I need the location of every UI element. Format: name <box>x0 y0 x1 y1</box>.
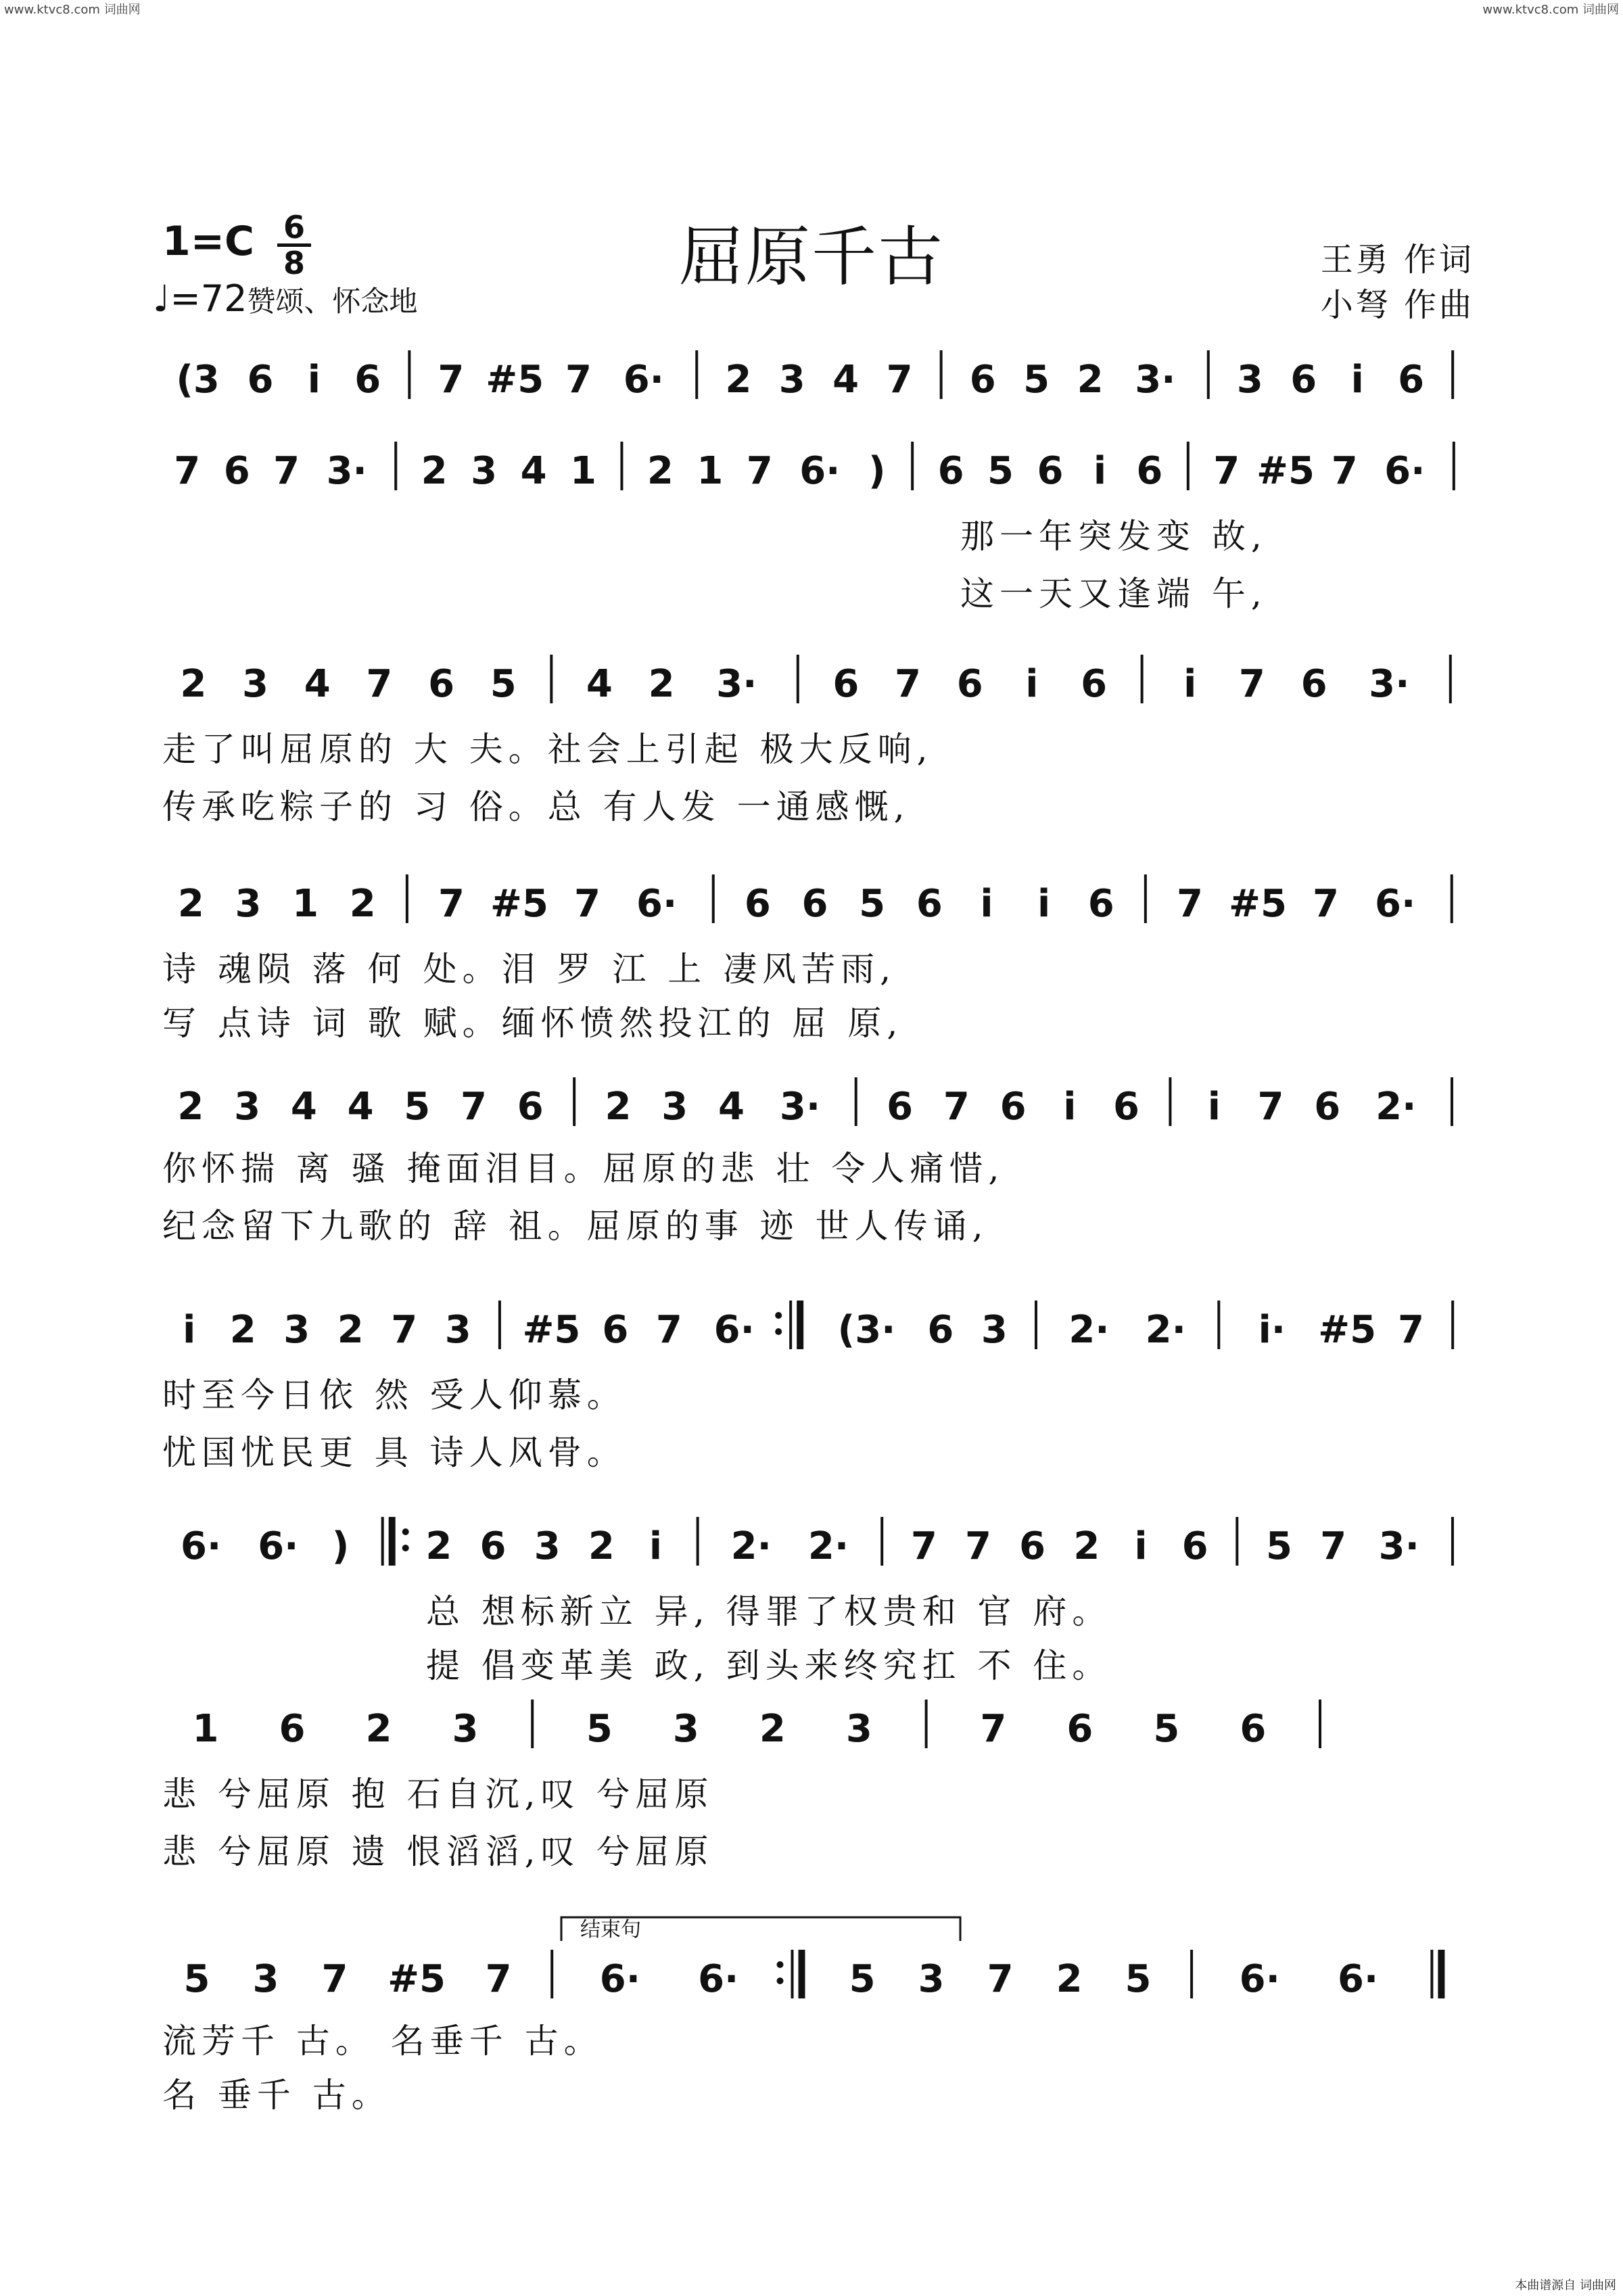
note: 4 <box>832 358 860 402</box>
note: i <box>649 1524 663 1568</box>
note: 5 <box>849 1957 876 2001</box>
note: 3 <box>1236 358 1263 402</box>
note: 1 <box>192 1707 219 1751</box>
note: i <box>307 358 321 402</box>
tempo-value: =72 <box>170 277 248 320</box>
note: 4 <box>304 662 331 706</box>
note: 3 <box>235 882 262 926</box>
note: 6 <box>602 1308 629 1352</box>
note: 2· <box>730 1524 772 1568</box>
note: #5 <box>1256 449 1315 493</box>
note: 3 <box>845 1707 872 1751</box>
time-numerator: 6 <box>283 209 305 245</box>
note: 7 <box>910 1524 937 1568</box>
note: 6 <box>354 358 381 402</box>
note: 2 <box>1073 1524 1100 1568</box>
note: 6· <box>1375 882 1416 926</box>
note: 6· <box>180 1524 222 1568</box>
note: 7 <box>943 1085 970 1129</box>
note: 1 <box>292 882 319 926</box>
repeat-dot <box>777 1977 784 1984</box>
note: 6 <box>247 358 274 402</box>
note: 3 <box>283 1308 310 1352</box>
note: i <box>980 882 993 926</box>
note: 6 <box>428 662 455 706</box>
note: 5 <box>183 1957 210 2001</box>
note: 4 <box>520 449 547 493</box>
note: 3 <box>234 1085 261 1129</box>
note: 5 <box>1153 1707 1180 1751</box>
page-title: 屈原千古 <box>679 219 944 296</box>
note: 7 <box>574 882 601 926</box>
watermark-top-right: www.ktvc8.com 词曲网 <box>1482 3 1619 17</box>
note: 2 <box>337 1308 364 1352</box>
note: i <box>1025 662 1039 706</box>
lyric-line: 走了叫屈原的 大 夫。社会上引起 极大反响, <box>162 730 933 769</box>
score-line <box>181 1517 1453 1685</box>
note: 2 <box>588 1524 615 1568</box>
note: 5 <box>1125 1957 1152 2001</box>
note: 2· <box>807 1524 849 1568</box>
lyric-line: 传承吃粽子的 习 俗。总 有人发 一通感慨, <box>162 787 910 826</box>
expression-marking: 赞颂、怀念地 <box>247 285 418 318</box>
note: #5 <box>522 1308 581 1352</box>
note: 4 <box>586 662 613 706</box>
note: 7 <box>1238 662 1265 706</box>
note: 2 <box>1077 358 1104 402</box>
repeat-dot <box>402 1528 409 1535</box>
lyric-line: 名 垂千 古。 <box>162 2076 391 2115</box>
note: 6 <box>956 662 983 706</box>
note: 7 <box>895 662 922 706</box>
repeat-dot <box>402 1545 409 1551</box>
composer-credit: 小弩 作曲 <box>1320 286 1474 324</box>
note: 2 <box>648 662 675 706</box>
note: 7 <box>485 1957 512 2001</box>
lyric-line: 你怀揣 离 骚 掩面泪目。屈原的悲 壮 令人痛惜, <box>162 1149 1005 1188</box>
ending-label: 结束句 <box>580 1918 641 1942</box>
lyric-line: 时至今日依 然 受人仰慕。 <box>162 1376 626 1415</box>
note: 7 <box>565 358 592 402</box>
score-line <box>162 655 1451 826</box>
note: 6 <box>887 1085 914 1129</box>
note: i <box>183 1308 196 1352</box>
note: 6 <box>916 882 943 926</box>
lyric-line: 悲 兮屈原 抱 石自沉,叹 兮屈原 <box>162 1775 714 1814</box>
lyric-line: 诗 魂陨 落 何 处。泪 罗 江 上 凄风苦雨, <box>162 950 897 989</box>
note: 3· <box>1135 358 1176 402</box>
note: 3 <box>981 1308 1008 1352</box>
note: 2 <box>605 1085 632 1129</box>
note: 6 <box>1136 449 1163 493</box>
lyric-line: 悲 兮屈原 遗 恨滔滔,叹 兮屈原 <box>162 1832 714 1871</box>
note: 7 <box>655 1308 682 1352</box>
note: 7 <box>438 882 465 926</box>
note: 2 <box>349 882 376 926</box>
note: 6 <box>1398 358 1425 402</box>
score-line <box>162 1700 1320 1871</box>
lyricist-credit: 王勇 作词 <box>1320 241 1474 279</box>
note: 7 <box>174 449 201 493</box>
note: 7 <box>366 662 393 706</box>
note: 7 <box>1320 1524 1347 1568</box>
note: 2 <box>421 449 448 493</box>
note: 3 <box>452 1707 479 1751</box>
note: 6 <box>517 1085 544 1129</box>
note: ) <box>868 449 886 493</box>
note: 6 <box>1087 882 1114 926</box>
note: 6· <box>698 1957 739 2001</box>
note: i <box>1063 1085 1077 1129</box>
note: 5 <box>490 662 517 706</box>
note: 2· <box>1145 1308 1186 1352</box>
note: 2 <box>180 662 207 706</box>
note: #5 <box>387 1957 446 2001</box>
time-denominator: 8 <box>283 245 305 281</box>
note: 2 <box>229 1308 256 1352</box>
note: 5 <box>859 882 886 926</box>
score-line <box>162 1917 1441 2115</box>
note: 5 <box>1265 1524 1292 1568</box>
note: 7 <box>273 449 300 493</box>
note: 3 <box>242 662 269 706</box>
lyric-line: 纪念留下九歌的 辞 祖。屈原的事 迹 世人传诵, <box>162 1206 989 1246</box>
note: 6 <box>1081 662 1108 706</box>
note: 6 <box>1314 1085 1341 1129</box>
note: 3· <box>1369 662 1410 706</box>
lyric-line: 那一年突发变 故, <box>960 517 1267 556</box>
note: 6 <box>1037 449 1064 493</box>
note: (3· <box>837 1308 896 1352</box>
note: 6· <box>258 1524 299 1568</box>
note: 6 <box>832 662 860 706</box>
note: 7 <box>987 1957 1014 2001</box>
note: 6 <box>1290 358 1317 402</box>
note: i· <box>1258 1308 1286 1352</box>
note: 6 <box>1181 1524 1208 1568</box>
note: i <box>1037 882 1051 926</box>
note: 2 <box>177 882 204 926</box>
note: 5 <box>987 449 1014 493</box>
lyric-line: 这一天又逢端 午, <box>960 574 1267 613</box>
note: 2 <box>177 1085 204 1129</box>
note: 1 <box>570 449 597 493</box>
note: 3 <box>778 358 805 402</box>
note: 3 <box>918 1957 945 2001</box>
note: #5 <box>1229 882 1287 926</box>
note: 2· <box>1375 1085 1417 1129</box>
note: 6· <box>1239 1957 1280 2001</box>
note: 6 <box>279 1707 306 1751</box>
score-line <box>162 1077 1452 1246</box>
watermark-top-left: www.ktvc8.com 词曲网 <box>4 3 141 17</box>
note: 3 <box>534 1524 561 1568</box>
key-signature: 1=C <box>162 218 255 265</box>
note: 2 <box>425 1524 452 1568</box>
note: 6· <box>623 358 664 402</box>
note: 2 <box>1056 1957 1083 2001</box>
lyric-line: 总 想标新立 异, 得罪了权贵和 官 府。 <box>426 1592 1112 1631</box>
note: 7 <box>965 1524 991 1568</box>
note: 3· <box>716 662 757 706</box>
note: 7 <box>980 1707 1007 1751</box>
note: 6 <box>937 449 964 493</box>
note: 6· <box>636 882 678 926</box>
note: 2 <box>646 449 674 493</box>
note: 2 <box>725 358 752 402</box>
lyric-line: 忧国忧民更 具 诗人风骨。 <box>162 1433 626 1472</box>
note: 3· <box>779 1085 821 1129</box>
note: 7 <box>1331 449 1358 493</box>
note: i <box>1350 358 1364 402</box>
score-line <box>162 874 1452 1043</box>
lyric-line: 提 倡变革美 政, 到头来终究扛 不 住。 <box>426 1646 1112 1685</box>
note: i <box>1093 449 1107 493</box>
note: #5 <box>1318 1308 1377 1352</box>
note: i <box>1207 1085 1221 1129</box>
note: 7 <box>886 358 913 402</box>
note: 6 <box>969 358 996 402</box>
note: 6· <box>599 1957 641 2001</box>
note: 7 <box>1257 1085 1284 1129</box>
watermark-bottom-right: 本曲谱源自 词曲网 <box>1515 2278 1616 2293</box>
note: 2 <box>365 1707 392 1751</box>
note: 6 <box>801 882 828 926</box>
note: #5 <box>486 358 544 402</box>
note: 6 <box>927 1308 954 1352</box>
note: 7 <box>321 1957 348 2001</box>
note: 6 <box>1066 1707 1093 1751</box>
note: 7 <box>1176 882 1203 926</box>
note: 3· <box>326 449 367 493</box>
note: 3 <box>444 1308 471 1352</box>
note: #5 <box>490 882 548 926</box>
note: 3· <box>1378 1524 1419 1568</box>
note: 5 <box>404 1085 431 1129</box>
note: 5 <box>586 1707 613 1751</box>
note: 7 <box>1398 1308 1425 1352</box>
note: 2· <box>1068 1308 1110 1352</box>
note: 3 <box>672 1707 699 1751</box>
lyric-line: 流芳千 古。 名垂千 古。 <box>162 2021 603 2061</box>
note: 7 <box>746 449 773 493</box>
note: 7 <box>461 1085 488 1129</box>
note: 3 <box>252 1957 279 2001</box>
note: 6 <box>1019 1524 1046 1568</box>
repeat-dot <box>775 1328 782 1335</box>
note: 2 <box>759 1707 786 1751</box>
note: 5 <box>1023 358 1050 402</box>
note: 6· <box>799 449 841 493</box>
repeat-dot <box>777 1961 784 1968</box>
note: 4 <box>347 1085 374 1129</box>
note: 6 <box>223 449 250 493</box>
note: 6 <box>744 882 771 926</box>
note: i <box>1183 662 1197 706</box>
score-line <box>162 1301 1453 1472</box>
note: 1 <box>697 449 724 493</box>
note: 4 <box>290 1085 317 1129</box>
note: 6 <box>479 1524 507 1568</box>
repeat-dot <box>775 1312 782 1319</box>
note: 6 <box>1113 1085 1140 1129</box>
note: ) <box>331 1524 350 1568</box>
note: 6 <box>1300 662 1327 706</box>
note: 6· <box>1337 1957 1379 2001</box>
note: 6 <box>999 1085 1027 1129</box>
score-line <box>176 350 1453 402</box>
note: 7 <box>391 1308 418 1352</box>
note: 6 <box>1240 1707 1267 1751</box>
note: 4 <box>718 1085 745 1129</box>
note: (3 <box>176 358 220 402</box>
note: 6· <box>713 1308 755 1352</box>
note: 7 <box>438 358 465 402</box>
score-line <box>174 442 1454 613</box>
note: 3 <box>661 1085 688 1129</box>
note: i <box>1134 1524 1148 1568</box>
note: 7 <box>1213 449 1240 493</box>
quarter-note-icon: ♩ <box>153 277 170 320</box>
note: 3 <box>471 449 498 493</box>
note: 7 <box>1313 882 1339 926</box>
lyric-line: 写 点诗 词 歌 赋。缅怀愤然投江的 屈 原, <box>162 1004 903 1043</box>
note: 6· <box>1384 449 1426 493</box>
